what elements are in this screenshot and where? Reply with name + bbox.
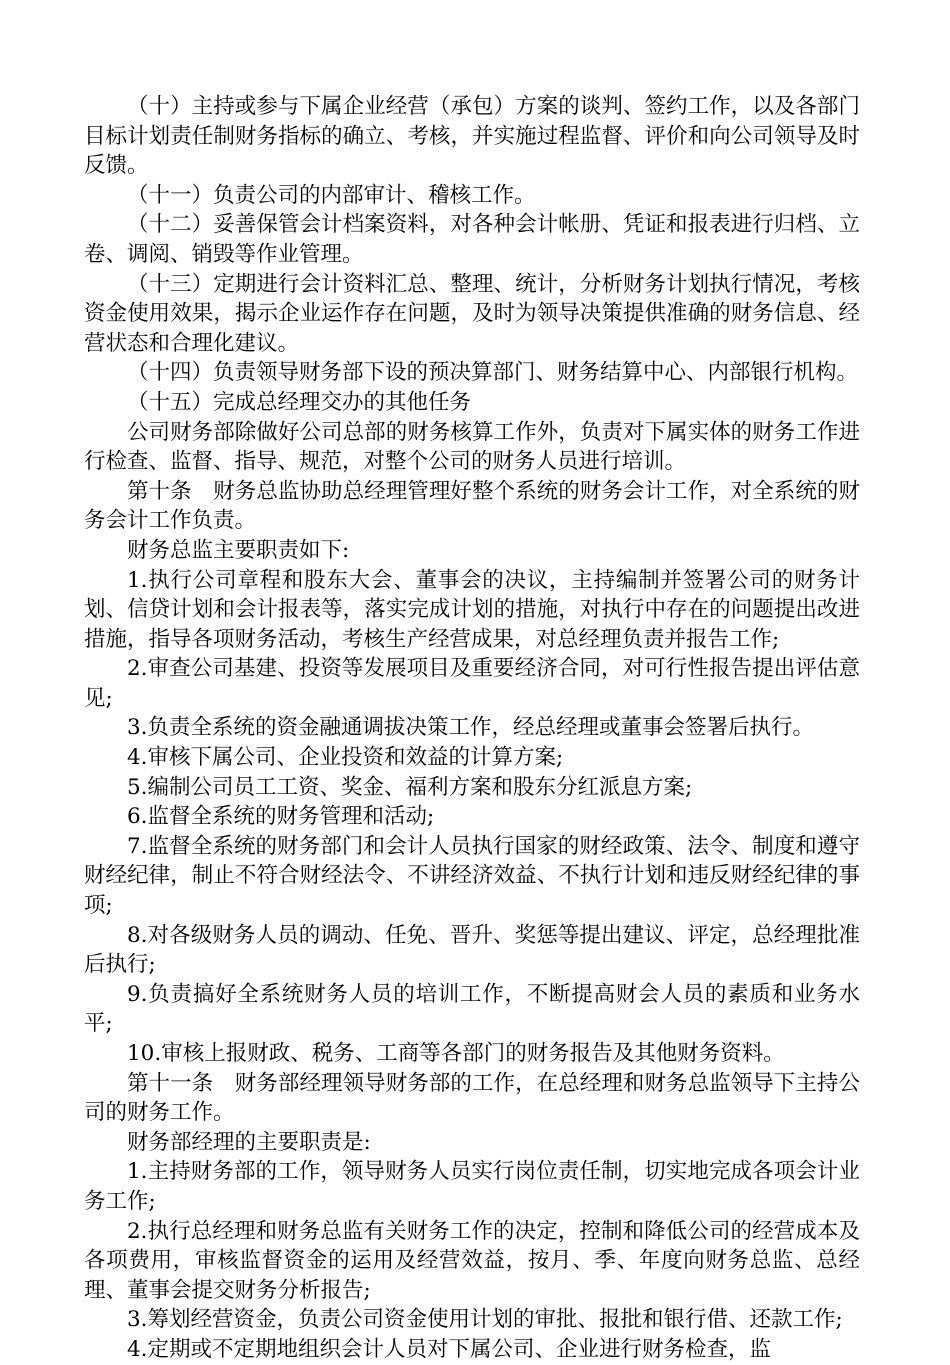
list-item-5: 5.编制公司员工工资、奖金、福利方案和股东分红派息方案;	[127, 774, 693, 800]
paragraph-1: （十）主持或参与下属企业经营（承包）方案的谈判、签约工作，以及各部门目标计划责任制财务指标的确立、考核，并实施过程监督、评价和向公司领导及时反馈。	[84, 94, 860, 179]
list-item-6: 6.监督全系统的财务管理和活动;	[127, 804, 435, 830]
manager-item-2: 2.执行总经理和财务总监有关财务工作的决定，控制和降低公司的经营成本及各项费用，审核监督资金的运用及经营效益，按月、季、年度向财务总监、总经理、董事会提交财务分析报告;	[84, 1218, 860, 1303]
article-11-heading: 第十一条 财务部经理领导财务部的工作，在总经理和财务总监领导下主持公司的财务工作。	[84, 1070, 860, 1126]
list-item-1: 1.执行公司章程和股东大会、董事会的决议，主持编制并签署公司的财务计划、信贷计划和会计报表等，落实完成计划的措施，对执行中存在的问题提出改进措施，指导各项财务活动，考核生产经营成果，对总经理负责并报告工作;	[84, 567, 860, 652]
paragraph-4: （十三）定期进行会计资料汇总、整理、统计，分析财务计划执行情况，考核资金使用效果，揭示企业运作存在问题，及时为领导决策提供准确的财务信息、经营状态和合理化建议。	[84, 271, 860, 356]
paragraph-7: 公司财务部除做好公司总部的财务核算工作外，负责对下属实体的财务工作进行检查、监督、指导、规范，对整个公司的财务人员进行培训。	[84, 419, 860, 475]
paragraph-21: 财务部经理的主要职责是:	[127, 1129, 371, 1155]
list-item-8: 8.对各级财务人员的调动、任免、晋升、奖惩等提出建议、评定，总经理批准后执行;	[84, 922, 860, 978]
paragraph-2: （十一）负责公司的内部审计、稽核工作。	[127, 182, 536, 208]
manager-item-1: 1.主持财务部的工作，领导财务人员实行岗位责任制，切实地完成各项会计业务工作;	[84, 1159, 860, 1214]
paragraph-3: （十二）妥善保管会计档案资料，对各种会计帐册、凭证和报表进行归档、立卷、调阅、销毁等作业管理。	[84, 212, 860, 267]
document-body	[84, 92, 860, 1365]
list-item-10: 10.审核上报财政、税务、工商等各部门的财务报告及其他财务资料。	[127, 1041, 785, 1066]
list-item-2: 2.审查公司基建、投资等发展项目及重要经济合同，对可行性报告提出评估意见;	[84, 656, 860, 711]
list-item-3: 3.负责全系统的资金融通调拔决策工作，经总经理或董事会签署后执行。	[127, 715, 815, 741]
article-10-heading: 第十条 财务总监协助总经理管理好整个系统的财务会计工作，对全系统的财务会计工作负责。	[84, 478, 860, 534]
paragraph-9: 财务总监主要职责如下:	[127, 537, 350, 563]
list-item-7: 7.监督全系统的财务部门和会计人员执行国家的财经政策、法令、制度和遵守财经纪律，制止不符合财经法令、不讲经济效益、不执行计划和违反财经纪律的事项;	[84, 833, 860, 919]
manager-item-3: 3.筹划经营资金，负责公司资金使用计划的审批、报批和银行借、还款工作;	[127, 1307, 843, 1333]
paragraph-6: （十五）完成总经理交办的其他任务	[127, 389, 472, 415]
manager-item-4: 4.定期或不定期地组织会计人员对下属公司、企业进行财务检查，监	[127, 1336, 772, 1362]
list-item-9: 9.负责搞好全系统财务人员的培训工作，不断提高财会人员的素质和业务水平;	[84, 981, 860, 1037]
paragraph-5: （十四）负责领导财务部下设的预决算部门、财务结算中心、内部银行机构。	[127, 360, 859, 386]
list-item-4: 4.审核下属公司、企业投资和效益的计算方案;	[127, 745, 564, 771]
